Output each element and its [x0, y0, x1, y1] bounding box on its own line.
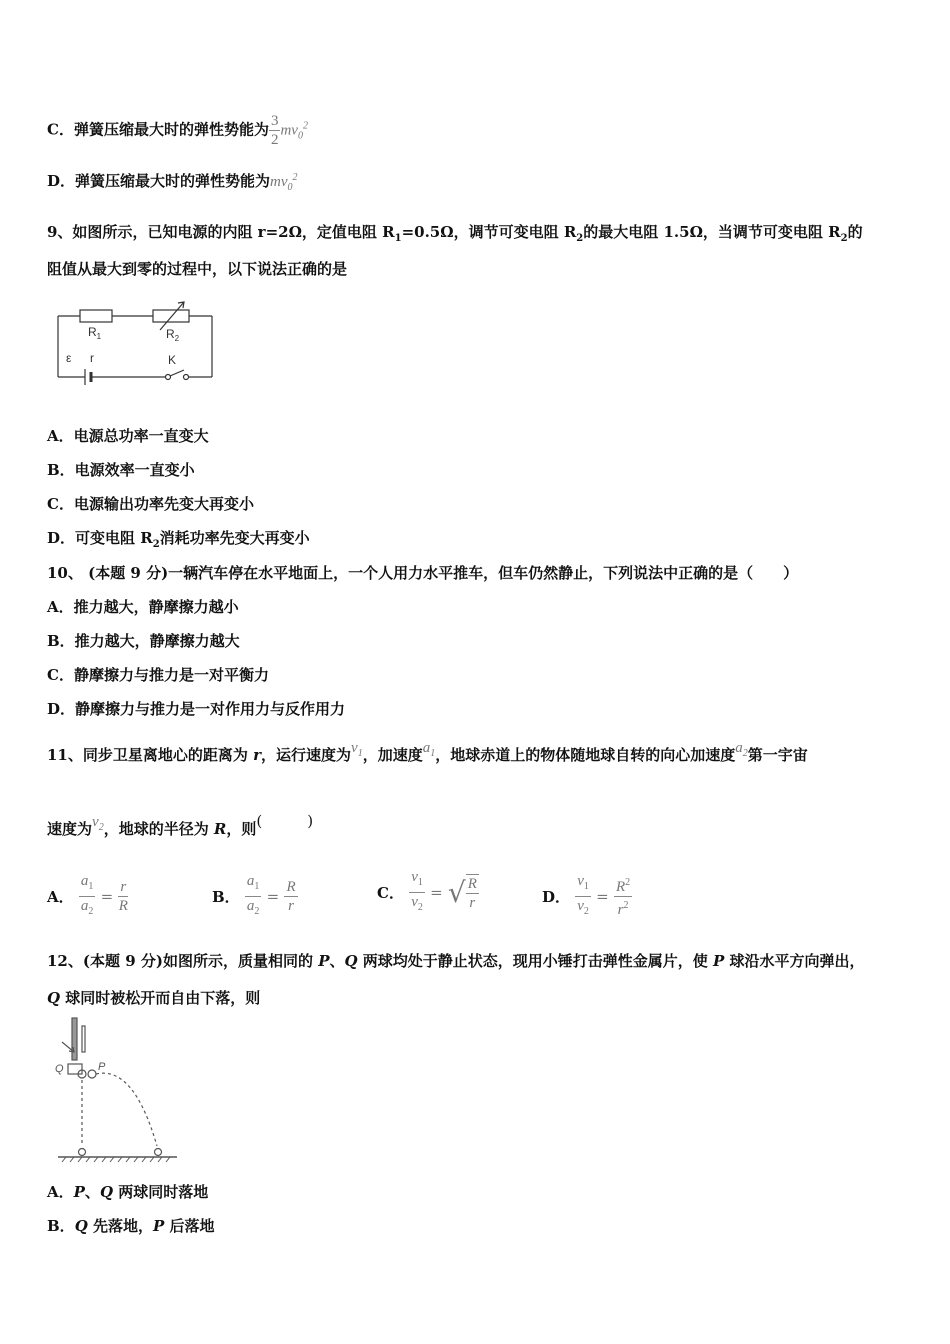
q9-stem-line2: 阻值从最大到零的过程中，以下说法正确的是: [47, 260, 348, 278]
q9-option-c: C．电源输出功率先变大再变小: [47, 495, 254, 513]
q8-option-c-text: C．弹簧压缩最大时的弹性势能为: [47, 120, 269, 139]
q12-option-b: B．Q 先落地，P 后落地: [47, 1217, 215, 1235]
q9-circuit-diagram: [50, 298, 225, 388]
svg-text:R2: $R_2$: [166, 327, 180, 343]
svg-text:ε: ε: [66, 351, 72, 365]
svg-text:r: r: [90, 351, 94, 365]
q12-experiment-diagram: [52, 1016, 182, 1166]
svg-text:K: K: [168, 353, 177, 367]
q10-option-c: C．静摩擦力与推力是一对平衡力: [47, 666, 269, 684]
svg-text:R1: $R_1$: [88, 325, 102, 341]
fraction-3-2: $\frac{3}{2}$: [270, 113, 279, 148]
resistor-r1: [80, 310, 112, 322]
q8-option-c: C．弹簧压缩最大时的弹性势能为 $\frac{3}{2}$ $mv_0^2$: [47, 113, 308, 148]
q12-stem-line1: 12、(本题 9 分)如图所示，质量相同的 P、Q 两球均处于静止状态，现用小锤打击弹性金属片，使 P 球沿水平方向弹出，: [47, 952, 865, 970]
q11-stem-line1: 11、同步卫星离地心的距离为 r，运行速度为$v_1$，加速度$a_1$，地球赤道上的物体随地球自转的向心加速度$a_2$第一宇宙: [47, 740, 808, 764]
hammer-rod: [72, 1018, 77, 1060]
q11-option-c: C． $\frac{v_1}{v_2}$ = √ $\frac{R}{r}$: [377, 869, 477, 913]
q11-option-a: A． $\frac{a_1}{a_2}$ = $\frac{r}{R}$: [47, 873, 128, 917]
stand-base: [68, 1064, 82, 1074]
q9-stem-line1: 9、如图所示，已知电源的内阻 r=2Ω，定值电阻 $R_1=0.5\Omega$，调节可变电阻 $R_2$的最大电阻 1.5Ω，当调节可变电阻 $R_2$的: [47, 223, 863, 244]
q11-option-b: B． $\frac{a_1}{a_2}$ = $\frac{R}{r}$: [212, 873, 296, 917]
q8-option-d-text: D．弹簧压缩最大时的弹性势能为: [47, 172, 271, 190]
q10-option-d: D．静摩擦力与推力是一对作用力与反作用力: [47, 700, 346, 718]
q9-option-d: D．可变电阻 $R_2$消耗功率先变大再变小: [47, 529, 310, 550]
q10-option-a: A．推力越大，静摩擦力越小: [47, 598, 239, 616]
q9-option-b: B．电源效率一直变小: [47, 461, 195, 479]
svg-text:Q: Q: [55, 1063, 64, 1075]
q11-option-d: D． $\frac{v_1}{v_2}$ = $\frac{R^2}{r^2}$: [542, 873, 631, 918]
switch-contact-right: [184, 375, 189, 380]
q9-option-a: A．电源总功率一直变大: [47, 427, 209, 445]
q12-option-a: A．P、Q 两球同时落地: [47, 1183, 209, 1201]
mv-expr: mv: [280, 122, 298, 139]
ball-p: [88, 1070, 96, 1078]
svg-text:P: P: [98, 1061, 106, 1073]
q10-stem: 10、 (本题 9 分)一辆汽车停在水平地面上，一个人用力水平推车，但车仍然静止，下列说法中正确的是（ ）: [47, 564, 799, 582]
trajectory-p: [96, 1073, 157, 1146]
q11-stem-line2: 速度为$v_2$，地球的半径为 R，则( ): [47, 812, 314, 838]
resistor-r2: [153, 310, 189, 322]
q8-option-d: D．弹簧压缩最大时的弹性势能为$mv_0^2$: [47, 172, 298, 193]
q10-option-b: B．推力越大，静摩擦力越大: [47, 632, 240, 650]
mv-expr: mv: [270, 174, 288, 190]
switch-contact-left: [166, 375, 171, 380]
q12-stem-line2: Q 球同时被松开而自由下落，则: [47, 989, 261, 1007]
